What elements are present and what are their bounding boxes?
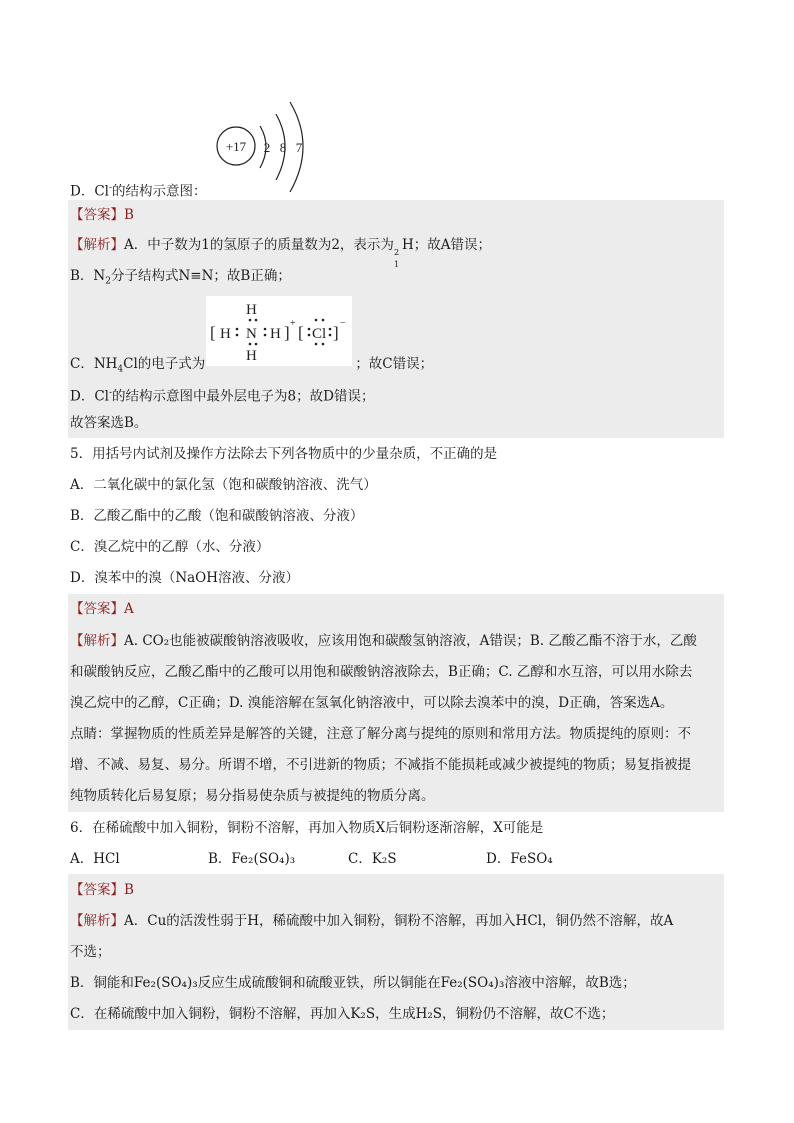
q6-analysis-line-3: B．铜能和Fe₂(SO₄)₃反应生成硫酸铜和硫酸亚铁，所以铜能在Fe₂(SO₄)₃溶液中溶解，故B选； bbox=[70, 975, 636, 991]
q5-option-d: D．溴苯中的溴（NaOH溶液、分液） bbox=[70, 570, 300, 586]
q4-analysis-a: 【解析】A．中子数为1的氢原子的质量数为2，表示为 2 1 H；故A错误； bbox=[70, 237, 491, 269]
q6-option-d: D．FeSO₄ bbox=[486, 851, 553, 867]
q5-analysis-line-4: 点睛：掌握物质的性质差异是解答的关键，注意了解分离与提纯的原则和常用方法。物质提纯的原则：不 bbox=[70, 726, 691, 742]
svg-text:N: N bbox=[246, 326, 257, 342]
svg-text:H: H bbox=[220, 326, 231, 342]
q6-answer: 【答案】B bbox=[70, 882, 134, 898]
svg-text:H: H bbox=[246, 302, 257, 318]
svg-text:[: [ bbox=[210, 323, 216, 342]
q4-answer: 【答案】B bbox=[70, 207, 134, 223]
q4-final: 故答案选B。 bbox=[70, 415, 148, 431]
q6-stem: 6．在稀硫酸中加入铜粉，铜粉不溶解，再加入物质X后铜粉逐渐溶解，X可能是 bbox=[70, 820, 544, 836]
svg-text:[: [ bbox=[298, 323, 304, 342]
q6-option-a: A．HCl bbox=[70, 851, 120, 867]
q4-analysis-d: D．Cl-的结构示意图中最外层电子为8；故D错误； bbox=[70, 388, 375, 405]
q5-analysis-line-5: 增、不减、易复、易分。所谓不增，不引进新的物质；不减指不能损耗或减少被提纯的物质；易复指被提 bbox=[70, 757, 691, 773]
svg-text:H: H bbox=[246, 348, 257, 364]
nucleus-charge: +17 bbox=[225, 139, 247, 154]
q5-option-a: A．二氧化碳中的氯化氢（饱和碳酸钠溶液、洗气） bbox=[70, 477, 377, 493]
q4-analysis-b: B．$N_2$分子结构式N≡N；故B正确； bbox=[70, 268, 291, 287]
shell-count-3: 7 bbox=[295, 140, 303, 155]
q5-option-c: C．溴乙烷中的乙醇（水、分液） bbox=[70, 539, 270, 555]
svg-text:−: − bbox=[340, 318, 346, 329]
shell-count-1: 2 bbox=[263, 140, 271, 155]
svg-text:H: H bbox=[270, 326, 281, 342]
q6-analysis-line-2: 不选； bbox=[70, 944, 111, 960]
shell-count-2: 8 bbox=[279, 140, 287, 155]
q4-analysis-c: C．$NH_4Cl$的电子式为 ；故C错误； bbox=[70, 356, 434, 375]
q4-option-d: D．Cl-的结构示意图： bbox=[70, 183, 207, 200]
q5-stem: 5．用括号内试剂及操作方法除去下列各物质中的少量杂质，不正确的是 bbox=[70, 446, 498, 462]
q6-option-b: B．Fe₂(SO₄)₃ bbox=[208, 851, 296, 867]
q5-analysis-line-3: 溴乙烷中的乙醇，C正确；D. 溴能溶解在氢氧化钠溶液中，可以除去溴苯中的溴，D正确，答案选A。 bbox=[70, 695, 674, 711]
svg-text:Cl: Cl bbox=[312, 326, 327, 342]
q5-option-b: B．乙酸乙酯中的乙酸（饱和碳酸钠溶液、分液） bbox=[70, 508, 364, 524]
q5-analysis-line-1: 【解析】A. CO₂也能被碳酸钠溶液吸收，应该用饱和碳酸氢钠溶液，A错误；B. 乙酸乙酯不溶于水，乙酸 bbox=[70, 633, 697, 649]
q5-answer: 【答案】A bbox=[70, 601, 134, 617]
q6-analysis-line-4: C．在稀硫酸中加入铜粉，铜粉不溶解，再加入K₂S，生成H₂S，铜粉仍不溶解，故C不选； bbox=[70, 1006, 615, 1022]
svg-text:]: ] bbox=[333, 323, 339, 342]
q5-analysis-line-6: 纯物质转化后易复原；易分指易使杂质与被提纯的物质分离。 bbox=[70, 788, 435, 804]
q6-analysis-line-1: 【解析】A．Cu的活泼性弱于H，稀硫酸中加入铜粉，铜粉不溶解，再加入HCl，铜仍然不溶解，故A bbox=[70, 913, 674, 929]
svg-text:+: + bbox=[290, 318, 296, 329]
svg-text:]: ] bbox=[284, 323, 290, 342]
chlorine-ion-structure-diagram bbox=[210, 96, 320, 196]
q5-analysis-line-2: 和碳酸钠反应，乙酸乙酯中的乙酸可以用饱和碳酸钠溶液除去，B正确；C. 乙醇和水互溶，可以用水除去 bbox=[70, 664, 693, 680]
q6-option-c: C．K₂S bbox=[348, 851, 397, 867]
